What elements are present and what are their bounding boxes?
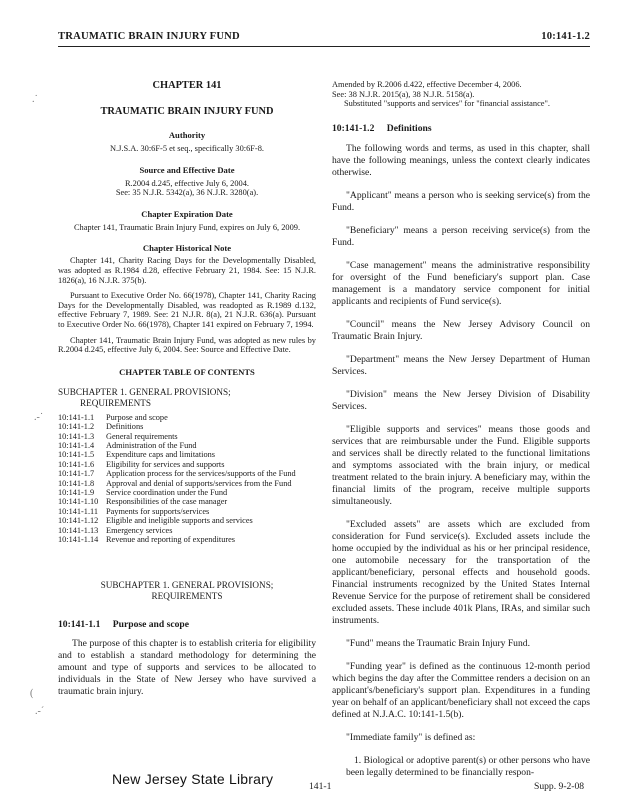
toc-row[interactable]: [58, 526, 316, 535]
header-section-number: 10:141-1.2: [541, 31, 590, 42]
toc-title: Service coordination under the Fund: [106, 487, 228, 497]
history-paragraph: Chapter 141, Traumatic Brain Injury Fund, was adopted as new rules by R.2004 d.245, effective July 6, 2004. See: Source and Effective Date.: [58, 335, 316, 355]
toc-row[interactable]: [58, 497, 316, 506]
toc-number: 10:141-1.11: [58, 506, 99, 516]
margin-mark: .-´: [35, 706, 45, 717]
table-of-contents: [58, 413, 316, 545]
supplement-date: Supp. 9-2-08: [534, 781, 585, 792]
authority-heading: Authority: [168, 130, 206, 140]
toc-title: Payments for supports/services: [106, 506, 210, 516]
definition-paragraph: "Excluded assets" are assets which are excluded from consideration for Fund service(s). Excluded assets include the home occupied by the individual as his or her principal residence, one automobile necessary for the transportation of the applicant/beneficiary, personal effects and household goods. Financial instruments recognized by the United States Internal Revenue Service for the purpose of retirement shall be considered excluded assets. These include 401k Plans, IRAs, and similar such instruments.: [332, 518, 590, 626]
toc-row[interactable]: [58, 507, 316, 516]
toc-row[interactable]: [58, 413, 316, 422]
toc-subchapter-line: REQUIREMENTS: [80, 397, 151, 408]
history-paragraph: Chapter 141, Charity Racing Days for the Developmentally Disabled, was adopted as R.1984 d.28, effective February 21, 1984. See: 15 N.J.R. 1826(a), 16 N.J.R. 375(b).: [58, 256, 316, 285]
page-number: 141-1: [309, 781, 332, 792]
source-line-1: R.2004 d.245, effective July 6, 2004.: [124, 178, 250, 188]
expiration-heading: Chapter Expiration Date: [141, 208, 233, 219]
toc-title: Emergency services: [106, 525, 173, 535]
authority-text: N.J.S.A. 30:6F-5 et seq., specifically 30:6F-8.: [110, 144, 264, 153]
header-title: TRAUMATIC BRAIN INJURY FUND: [58, 31, 240, 42]
toc-number: 10:141-1.9: [58, 487, 95, 497]
expiration-text: Chapter 141, Traumatic Brain Injury Fund, expires on July 6, 2009.: [73, 222, 301, 232]
margin-mark: (: [30, 688, 34, 699]
amendment-line: Amended by R.2006 d.422, effective December 4, 2006.: [332, 80, 522, 89]
toc-title: Expenditure caps and limitations: [106, 450, 215, 460]
toc-row[interactable]: [58, 469, 316, 478]
definition-paragraph: "Department" means the New Jersey Department of Human Services.: [332, 353, 590, 377]
section-heading: [332, 123, 590, 135]
toc-number: 10:141-1.5: [58, 450, 95, 460]
toc-number: 10:141-1.12: [58, 516, 99, 526]
toc-number: 10:141-1.3: [58, 431, 95, 441]
toc-heading: CHAPTER TABLE OF CONTENTS: [119, 366, 255, 377]
toc-row[interactable]: [58, 422, 316, 431]
header-rule: [58, 46, 590, 47]
toc-row[interactable]: [58, 441, 316, 450]
history-heading: Chapter Historical Note: [142, 243, 232, 254]
amendment-line: Substituted "supports and services" for "financial assistance".: [344, 99, 551, 109]
amendment-line: See: 38 N.J.R. 2015(a), 38 N.J.R. 5158(a).: [332, 89, 475, 99]
toc-number: 10:141-1.10: [58, 497, 99, 507]
toc-title: Administration of the Fund: [106, 440, 197, 450]
running-header: [58, 31, 590, 47]
toc-number: 10:141-1.8: [58, 478, 95, 488]
section-title: Purpose and scope: [112, 619, 190, 631]
toc-number: 10:141-1.6: [58, 459, 95, 469]
definition-paragraph: "Beneficiary" means a person receiving service(s) from the Fund.: [332, 224, 590, 248]
toc-number: 10:141-1.14: [58, 535, 99, 544]
section-title: Definitions: [386, 122, 432, 134]
chapter-title: TRAUMATIC BRAIN INJURY FUND: [100, 106, 274, 117]
toc-title: Approval and denial of supports/services from the Fund: [106, 478, 292, 488]
margin-mark: .-˙: [34, 412, 44, 423]
definition-paragraph: "Council" means the New Jersey Advisory Council on Traumatic Brain Injury.: [332, 318, 590, 342]
source-line-2: See: 35 N.J.R. 5342(a), 36 N.J.R. 3280(a).: [115, 188, 259, 198]
toc-title: Revenue and reporting of expenditures: [106, 535, 236, 544]
toc-title: General requirements: [106, 431, 178, 441]
toc-number: 10:141-1.7: [58, 469, 95, 479]
subchapter-heading: REQUIREMENTS: [151, 591, 223, 602]
definition-paragraph: "Case management" means the administrative responsibility for oversight of the Fund beneficiary's support plan. Case management is a mandatory service component for initial applicants and recipients of Fund service(s).: [332, 259, 590, 307]
history-paragraph: Pursuant to Executive Order No. 66(1978), Chapter 141, Charity Racing Days for the Developmentally Disabled, was readopted as R.1989 d.132, effective February 7, 1989. See: 21 N.J.R. 8(a), 21 N.J.R. 636(a). Pursuant to Executive Order No. 66(1978), Chapter 141 expired on February 7, 1994.: [58, 291, 316, 329]
source-heading: Source and Effective Date: [139, 164, 235, 175]
definition-list-item: 1. Biological or adoptive parent(s) or other persons who have been legally determined to be financially respon-: [346, 754, 590, 778]
toc-row[interactable]: [58, 535, 316, 544]
toc-row[interactable]: [58, 460, 316, 469]
toc-title: Purpose and scope: [106, 412, 168, 422]
toc-row[interactable]: [58, 450, 316, 459]
purpose-paragraph: The purpose of this chapter is to establish criteria for eligibility and to establish a standard methodology for determining the amount and type of supports and services to be allocated to individuals in the State of New Jersey who have survived a traumatic brain injury.: [58, 638, 316, 698]
definition-paragraph: "Funding year" is defined as the continuous 12-month period which begins the day after the Committee renders a decision on an applicant's/beneficiary's support plan. Expenditures in a funding year on behalf of an applicant/beneficiary shall not exceed the caps defined at N.J.A.C. 10:141-1.5(b).: [332, 660, 590, 720]
margin-mark: .˙: [32, 94, 38, 105]
left-column: [58, 76, 316, 698]
section-number: 10:141-1.1: [58, 619, 101, 631]
toc-subchapter-line: SUBCHAPTER 1. GENERAL PROVISIONS;: [58, 386, 231, 397]
toc-number: 10:141-1.1: [58, 412, 95, 422]
right-column: [332, 76, 590, 779]
definition-paragraph: "Eligible supports and services" means those goods and services that are reimbursable under the Fund. Eligible supports and services shall be directly related to the functional limitations and symptoms associated with the brain injury, or medical treatment related to the brain injury. A beneficiary may, within the financial limits of the program, receive multiple supports simultaneously.: [332, 423, 590, 507]
toc-title: Definitions: [106, 422, 144, 432]
section-heading: [58, 619, 316, 631]
toc-row[interactable]: [58, 488, 316, 497]
chapter-number: CHAPTER 141: [152, 80, 222, 91]
toc-title: Eligibility for services and supports: [106, 459, 225, 469]
definition-paragraph: "Immediate family" is defined as:: [346, 731, 476, 743]
section-number: 10:141-1.2: [332, 122, 375, 134]
toc-title: Responsibilities of the case manager: [106, 497, 228, 507]
library-stamp: New Jersey State Library: [112, 771, 274, 787]
definition-paragraph: "Division" means the New Jersey Division of Disability Services.: [332, 388, 590, 412]
toc-number: 10:141-1.2: [58, 422, 95, 432]
toc-row[interactable]: [58, 479, 316, 488]
toc-title: Eligible and ineligible supports and services: [106, 516, 253, 526]
subchapter-heading: SUBCHAPTER 1. GENERAL PROVISIONS;: [100, 580, 274, 591]
definition-paragraph: "Applicant" means a person who is seeking service(s) from the Fund.: [332, 189, 590, 213]
toc-title: Application process for the services/supports of the Fund: [106, 469, 296, 479]
definition-paragraph: "Fund" means the Traumatic Brain Injury Fund.: [346, 637, 530, 649]
toc-row[interactable]: [58, 516, 316, 525]
toc-row[interactable]: [58, 432, 316, 441]
toc-number: 10:141-1.13: [58, 525, 99, 535]
definitions-intro: The following words and terms, as used in this chapter, shall have the following meanings, unless the context clearly indicates otherwise.: [332, 142, 590, 178]
toc-number: 10:141-1.4: [58, 440, 95, 450]
